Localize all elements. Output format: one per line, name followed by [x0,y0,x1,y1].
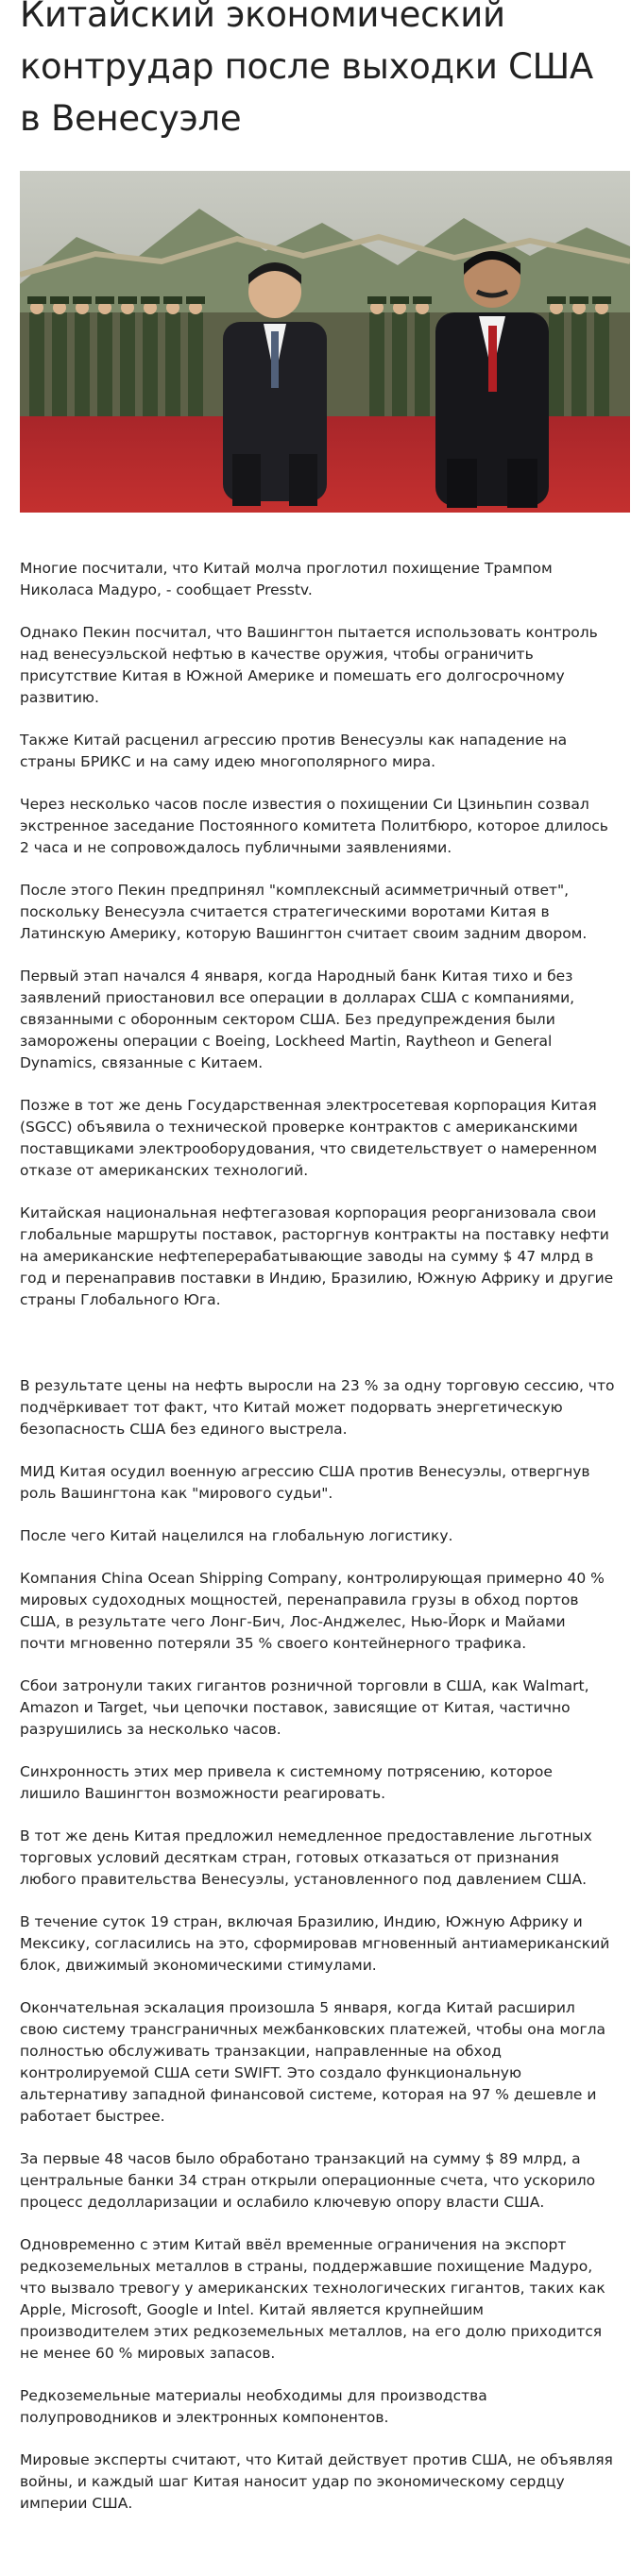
paragraph: Одновременно с этим Китай ввёл временные ограничения на экспорт редкоземельных металлов в страны, поддержавшие похищение Мадуро, что вызвало тревогу у американских технологических гигантов, таких как Apple, Microsoft, Google и Intel. Китай является крупнейшим производителем этих редкоземельных металлов, на его долю приходится не менее 60 % мировых запасов. [20,2236,605,2362]
paragraph: Китайская национальная нефтегазовая корпорация реорганизовала свои глобальные маршруты поставок, расторгнув контракты на поставку нефти на американские нефтеперерабатывающие заводы на сумму $ 47 млрд в год и перенаправив поставки в Индию, Бразилию, Южную Африку и другие страны Глобального Юга. [20,1204,614,1308]
paragraph: Сбои затронули таких гигантов розничной торговли в США, как Walmart, Amazon и Target, чьи цепочки поставок, зависящие от Китая, частично разрушились за несколько часов. [20,1677,589,1738]
paragraph: После этого Пекин предпринял "комплексный асимметричный ответ", поскольку Венесуэла считается стратегическими воротами Китая в Латинскую Америку, которую Вашингтон считает своим задним двором. [20,882,588,942]
paragraph: МИД Китая осудил военную агрессию США против Венесуэлы, отвергнув роль Вашингтона как "мирового судьи". [20,1463,590,1502]
article-body [20,558,615,2515]
paragraph: Через несколько часов после известия о похищении Си Цзиньпин созвал экстренное заседание Постоянного комитета Политбюро, которое длилось 2 часа и не сопровождалось публичными заявлениями. [20,796,608,856]
paragraph: После чего Китай нацелился на глобальную логистику. [20,1527,453,1544]
paragraph: В тот же день Китая предложил немедленное предоставление льготных торговых условий десяткам стран, готовых отказаться от признания любого правительства Венесуэлы, установленного под давлением США. [20,1827,592,1888]
paragraph: Многие посчитали, что Китай молча проглотил похищение Трампом Николаса Мадуро, - сообщает Presstv. [20,560,553,598]
paragraph: Компания China Ocean Shipping Company, контролирующая примерно 40 % мировых судоходных мощностей, перенаправила грузы в обход портов США, в результате чего Лонг-Бич, Лос-Анджелес, Нью-Йорк и Майами почти мгновенно потеряли 35 % своего контейнерного трафика. [20,1570,605,1652]
article [20,0,615,2535]
paragraph: Однако Пекин посчитал, что Вашингтон пытается использовать контроль над венесуэльской нефтью в качестве оружия, чтобы ограничить присутствие Китая в Южной Америке и помешать его долгосрочному развитию. [20,624,598,706]
paragraph: За первые 48 часов было обработано транзакций на сумму $ 89 млрд, а центральные банки 34 стран открыли операционные счета, что ускорило процесс дедолларизации и ослабило ключевую опору власти США. [20,2150,596,2211]
paragraph: В течение суток 19 стран, включая Бразилию, Индию, Южную Африку и Мексику, согласились на это, сформировав мгновенный антиамериканский блок, движимый экономическими стимулами. [20,1913,610,1974]
article-hero-image [20,171,630,513]
paragraph: Окончательная эскалация произошла 5 января, когда Китай расширил свою систему трансграничных межбанковских платежей, чтобы она могла полностью обслуживать транзакции, направленные на обход контролируемой США сети SWIFT. Это создало функциональную альтернативу западной финансовой системе, которая на 97 % дешевле и работает быстрее. [20,1999,606,2125]
paragraph: Мировые эксперты считают, что Китай действует против США, не объявляя войны, и каждый шаг Китая наносит удар по экономическому сердцу империи США. [20,2451,613,2512]
photo-two-leaders-honor-guard [20,171,630,513]
paragraph: Также Китай расценил агрессию против Венесуэлы как нападение на страны БРИКС и на саму идею многополярного мира. [20,732,568,770]
paragraph: Позже в тот же день Государственная электросетевая корпорация Китая (SGCC) объявила о технической проверке контрактов с американскими поставщиками электрооборудования, что свидетельствует о намеренном отказе от американских технологий. [20,1097,598,1179]
paragraph: Первый этап начался 4 января, когда Народный банк Китая тихо и без заявлений приостановил все операции в долларах США с компаниями, связанными с оборонным сектором США. Без предупреждения были заморожены операции с Boeing, Lockheed Martin, Raytheon и General Dynamics, связанные с Китаем. [20,968,575,1071]
paragraph: Синхронность этих мер привела к системному потрясению, которое лишило Вашингтон возможности реагировать. [20,1763,553,1802]
article-title: Китайский экономический контрудар после выходки США в Венесуэле [20,0,593,139]
paragraph: Редкоземельные материалы необходимы для производства полупроводников и электронных компонентов. [20,2387,487,2426]
paragraph: В результате цены на нефть выросли на 23 % за одну торговую сессию, что подчёркивает тот факт, что Китай может подорвать энергетическую безопасность США без единого выстрела. [20,1377,615,1438]
